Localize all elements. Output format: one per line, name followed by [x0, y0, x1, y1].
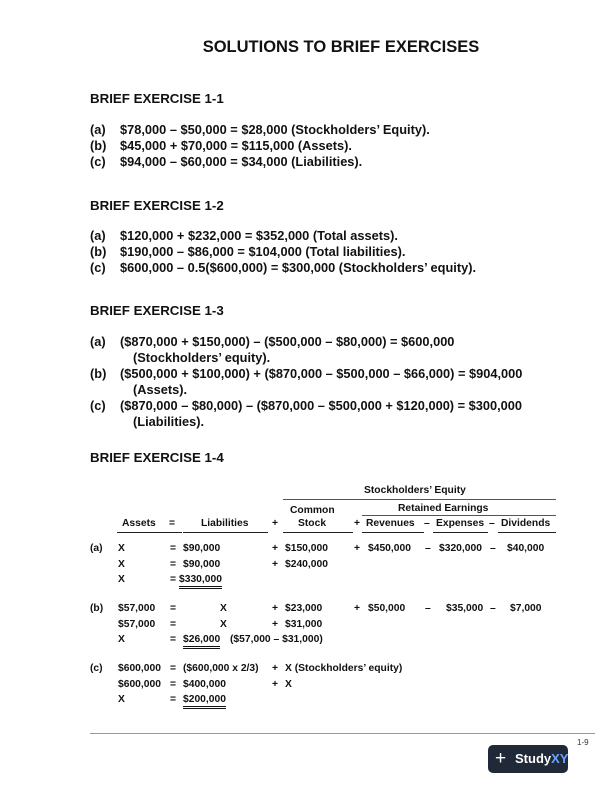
heading-brief-exercise-1-1: BRIEF EXERCISE 1-1 — [90, 91, 224, 106]
cell-assets: X — [118, 543, 125, 554]
header-assets: Assets — [122, 518, 156, 529]
cell-liabilities: ($600,000 x 2/3) — [183, 663, 259, 674]
header-liabilities: Liabilities — [201, 518, 249, 529]
header-rule — [283, 499, 556, 500]
cell-expenses: $35,000 — [446, 603, 484, 614]
cell-stock: $23,000 — [285, 603, 323, 614]
cell-liabilities-total: $200,000 — [183, 694, 226, 709]
cell-revenues: $50,000 — [368, 603, 406, 614]
cell-liabilities: X — [220, 603, 227, 614]
cell-equals: = — [170, 603, 177, 614]
header-common: Common — [290, 505, 335, 516]
cell-plus: + — [272, 603, 279, 614]
line-text: $94,000 – $60,000 = $34,000 (Liabilities). — [120, 154, 363, 169]
line-label: (b) — [90, 138, 107, 153]
cell-assets: $600,000 — [118, 679, 161, 690]
part-label: (b) — [90, 603, 104, 614]
heading-brief-exercise-1-3: BRIEF EXERCISE 1-3 — [90, 303, 224, 318]
heading-brief-exercise-1-4: BRIEF EXERCISE 1-4 — [90, 450, 224, 465]
cell-stock: X (Stockholders’ equity) — [285, 663, 403, 674]
line-continuation: (Assets). — [133, 382, 188, 397]
page-number: 1-9 — [577, 738, 589, 747]
cell-stock: $31,000 — [285, 619, 323, 630]
cell-assets: X — [118, 559, 125, 570]
cell-assets: X — [118, 694, 125, 705]
cell-minus: – — [490, 603, 496, 614]
cell-note: ($57,000 – $31,000) — [230, 634, 323, 645]
line-label: (c) — [90, 260, 106, 275]
line-label: (a) — [90, 334, 106, 349]
cell-equals: = — [170, 619, 177, 630]
cell-equals: = — [170, 559, 177, 570]
header-plus: + — [354, 518, 361, 529]
cell-equals: = — [170, 679, 177, 690]
cell-stock: $240,000 — [285, 559, 328, 570]
footer-rule — [90, 733, 595, 734]
header-retained-earnings: Retained Earnings — [398, 503, 489, 514]
cell-liabilities-total: $26,000 — [183, 634, 220, 649]
header-minus: – — [424, 518, 430, 529]
line-label: (b) — [90, 244, 107, 259]
cell-plus: + — [272, 663, 279, 674]
header-stock: Stock — [298, 518, 327, 529]
line-text: $45,000 + $70,000 = $115,000 (Assets). — [120, 138, 352, 153]
cell-equals: = — [170, 574, 177, 585]
header-minus: – — [489, 518, 495, 529]
line-text: ($870,000 + $150,000) – ($500,000 – $80,000) = $600,000 — [120, 334, 455, 349]
studyxy-badge[interactable] — [488, 745, 568, 773]
cell-liabilities: $400,000 — [183, 679, 226, 690]
cell-liabilities: $90,000 — [183, 559, 221, 570]
cell-stock: $150,000 — [285, 543, 328, 554]
header-revenues: Revenues — [366, 518, 415, 529]
column-rule — [498, 532, 556, 533]
cell-minus: – — [490, 543, 496, 554]
cell-liabilities: X — [220, 619, 227, 630]
cell-assets: $57,000 — [118, 603, 156, 614]
line-text: ($870,000 – $80,000) – ($870,000 – $500,000 + $120,000) = $300,000 — [120, 398, 523, 413]
cell-liabilities: $90,000 — [183, 543, 221, 554]
header-rule — [362, 515, 556, 516]
column-rule — [283, 532, 353, 533]
line-continuation: (Stockholders’ equity). — [133, 350, 271, 365]
cell-plus: + — [272, 679, 279, 690]
cell-dividends: $7,000 — [510, 603, 542, 614]
cell-equals: = — [170, 543, 177, 554]
plus-icon: + — [495, 748, 507, 769]
cell-plus: + — [354, 543, 361, 554]
cell-stock: X — [285, 679, 292, 690]
cell-revenues: $450,000 — [368, 543, 411, 554]
line-label: (a) — [90, 122, 106, 137]
line-text: $600,000 – 0.5($600,000) = $300,000 (Stockholders’ equity). — [120, 260, 477, 275]
column-rule — [183, 532, 268, 533]
cell-assets: $600,000 — [118, 663, 161, 674]
part-label: (c) — [90, 663, 103, 674]
header-equals: = — [169, 518, 176, 529]
header-plus: + — [272, 518, 279, 529]
line-continuation: (Liabilities). — [133, 414, 205, 429]
cell-liabilities-total: $330,000 — [179, 574, 222, 589]
line-label: (c) — [90, 398, 106, 413]
cell-plus: + — [272, 559, 279, 570]
page-title: SOLUTIONS TO BRIEF EXERCISES — [202, 38, 480, 56]
part-label: (a) — [90, 543, 103, 554]
cell-plus: + — [354, 603, 361, 614]
header-stockholders-equity: Stockholders’ Equity — [364, 485, 466, 496]
header-expenses: Expenses — [436, 518, 485, 529]
brand-prefix: Study — [515, 751, 552, 766]
cell-plus: + — [272, 619, 279, 630]
line-text: $78,000 – $50,000 = $28,000 (Stockholders’ Equity). — [120, 122, 430, 137]
cell-minus: – — [425, 603, 431, 614]
column-rule — [362, 532, 424, 533]
column-rule — [433, 532, 488, 533]
line-label: (a) — [90, 228, 106, 243]
cell-assets: $57,000 — [118, 619, 156, 630]
header-dividends: Dividends — [501, 518, 551, 529]
line-label: (b) — [90, 366, 107, 381]
brand-suffix: XY — [551, 751, 569, 766]
column-rule — [117, 532, 182, 533]
line-label: (c) — [90, 154, 106, 169]
cell-equals: = — [170, 663, 177, 674]
line-text: $120,000 + $232,000 = $352,000 (Total assets). — [120, 228, 398, 243]
cell-dividends: $40,000 — [507, 543, 545, 554]
cell-minus: – — [425, 543, 431, 554]
cell-plus: + — [272, 543, 279, 554]
cell-equals: = — [170, 634, 177, 645]
cell-equals: = — [170, 694, 177, 705]
heading-brief-exercise-1-2: BRIEF EXERCISE 1-2 — [90, 198, 224, 213]
cell-assets: X — [118, 574, 125, 585]
cell-assets: X — [118, 634, 125, 645]
brand-logo-text — [515, 751, 568, 766]
line-text: ($500,000 + $100,000) + ($870,000 – $500,000 – $66,000) = $904,000 — [120, 366, 523, 381]
cell-expenses: $320,000 — [439, 543, 482, 554]
line-text: $190,000 – $86,000 = $104,000 (Total liabilities). — [120, 244, 406, 259]
